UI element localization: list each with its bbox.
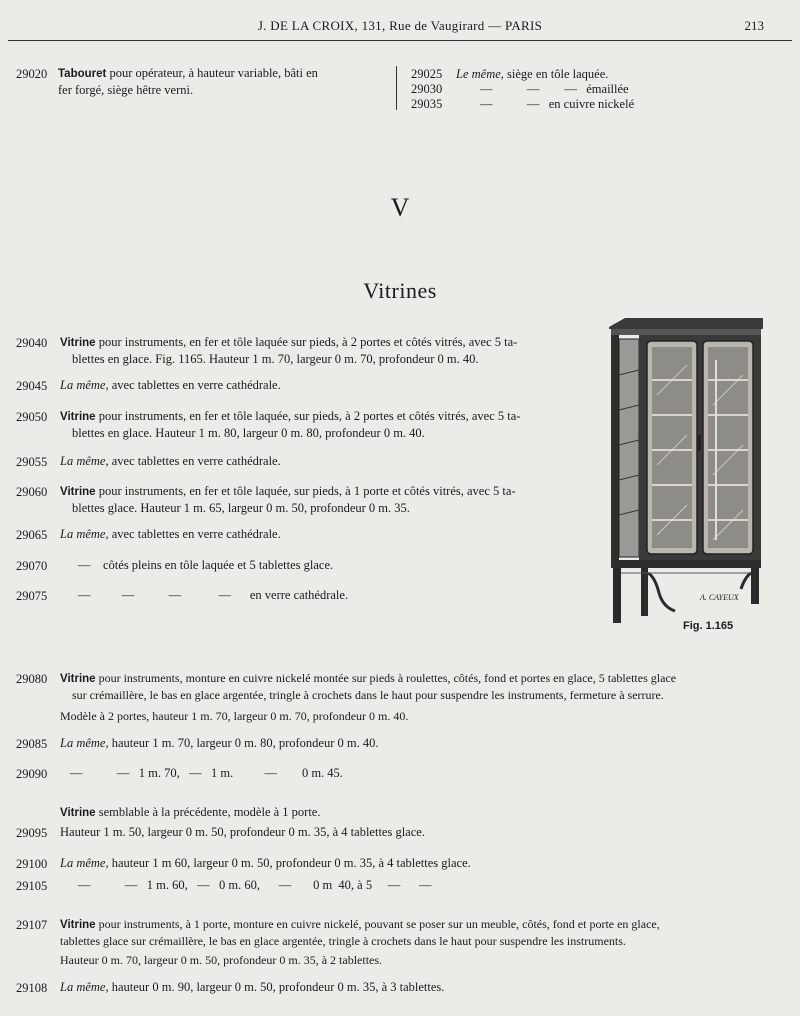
item-name: Tabouret (58, 68, 107, 80)
item-code: 29040 (16, 336, 48, 350)
header-title: J. DE LA CROIX, 131, Rue de Vaugirard — PARIS (257, 18, 543, 33)
item-description: Vitrine pour instruments, en fer et tôle laquée, sur pieds, à 1 porte et côtés vitrés, avec 5 ta- blettes glace. Hauteur 1 m. 65, largeur 0 m. 50, profondeur 0 m. 35. (60, 484, 516, 515)
item-code: 29030 (411, 82, 443, 96)
item-code: 29045 (16, 379, 48, 393)
item-description: La même, avec tablettes en verre cathédrale. (60, 378, 281, 392)
item-description: Vitrine pour instruments, en fer et tôle laquée, sur pieds, à 2 portes et côtés vitrés, avec 5 ta- blettes en glace. Hauteur 1 m. 80, largeur 0 m. 80, profondeur 0 m. 40. (60, 409, 521, 440)
item-description: Hauteur 1 m. 50, largeur 0 m. 50, profondeur 0 m. 35, à 4 tablettes glace. (60, 825, 425, 839)
header-rule (8, 40, 792, 41)
item-code: 29095 (16, 826, 48, 840)
item-description: Vitrine pour instruments, monture en cuivre nickelé montée sur pieds à roulettes, côtés, fond et portes en glace, 5 tablettes glace sur crémaillère, le bas en glace argentée, tringle à crochets dans le haut pour suspendre les instruments, fermeture à serrure. Modèle à 2 portes, hauteur 1 m. 70, largeur 0 m. 70, profondeur 0 m. 40. (60, 671, 677, 723)
item-code: 29105 (16, 879, 48, 893)
item-code: 29085 (16, 737, 48, 751)
item-code: 29020 (16, 67, 48, 81)
item-code: 29090 (16, 767, 48, 781)
chapter-number: V (390, 193, 410, 222)
item-code: 29075 (16, 589, 48, 603)
item-code: 29080 (16, 672, 48, 686)
item-description: Vitrine pour instruments, à 1 porte, monture en cuivre nickelé, pouvant se poser sur un meuble, côtés, fond et porte en glace, tablettes glace sur crémaillère, le bas en glace argentée, tringle à crochets dans le haut pour suspendre les instruments. Hauteur 0 m. 70, largeur 0 m. 50, profondeur 0 m. 35, à 2 tablettes. (60, 917, 660, 967)
item-code: 29050 (16, 410, 48, 424)
item-code: 29108 (16, 981, 48, 995)
item-description: Vitrine pour instruments, en fer et tôle laquée sur pieds, à 2 portes et côtés vitrés, avec 5 ta- blettes en glace. Fig. 1165. Hauteur 1 m. 70, largeur 0 m. 70, profondeur 0 m. 40. (60, 335, 518, 366)
item-code: 29100 (16, 857, 48, 871)
item-description: Tabouret pour opérateur, à hauteur variable, bâti en fer forgé, siège hêtre verni. (58, 66, 318, 97)
vitrine-illustration (605, 315, 770, 625)
item-description: — — — émaillée (480, 82, 629, 96)
item-description: La même, avec tablettes en verre cathédrale. (60, 454, 281, 468)
item-code: 29070 (16, 559, 48, 573)
item-code: 29055 (16, 455, 48, 469)
item-description: — — en cuivre nickelé (480, 97, 635, 111)
item-code: 29035 (411, 97, 443, 111)
page-number: 213 (744, 18, 764, 33)
illustrator-signature: A. CAYEUX (700, 593, 739, 602)
item-description: La même, hauteur 1 m. 70, largeur 0 m. 80, profondeur 0 m. 40. (60, 736, 379, 750)
item-description: — — 1 m. 70, — 1 m. — 0 m. 45. (70, 766, 343, 780)
item-code: 29025 (411, 67, 443, 81)
figure-caption: Fig. 1.165 (683, 620, 734, 632)
item-code: 29065 (16, 528, 48, 542)
item-description: La même, hauteur 0 m. 90, largeur 0 m. 50, profondeur 0 m. 35, à 3 tablettes. (60, 980, 445, 994)
column-divider (396, 66, 397, 110)
item-description: Le même, siège en tôle laquée. (456, 67, 609, 81)
page-header (0, 18, 800, 38)
item-description: — côtés pleins en tôle laquée et 5 tablettes glace. (78, 558, 334, 572)
item-description: — — 1 m. 60, — 0 m. 60, — 0 m 40, à 5 — — (78, 878, 432, 892)
subheading-description: Vitrine semblable à la précédente, modèle à 1 porte. (60, 805, 321, 819)
item-description: La même, avec tablettes en verre cathédrale. (60, 527, 281, 541)
item-description: — — — — en verre cathédrale. (78, 588, 349, 602)
item-code: 29107 (16, 918, 48, 932)
section-title: Vitrines (363, 278, 437, 303)
item-code: 29060 (16, 485, 48, 499)
item-description: La même, hauteur 1 m 60, largeur 0 m. 50, profondeur 0 m. 35, à 4 tablettes glace. (60, 856, 471, 870)
